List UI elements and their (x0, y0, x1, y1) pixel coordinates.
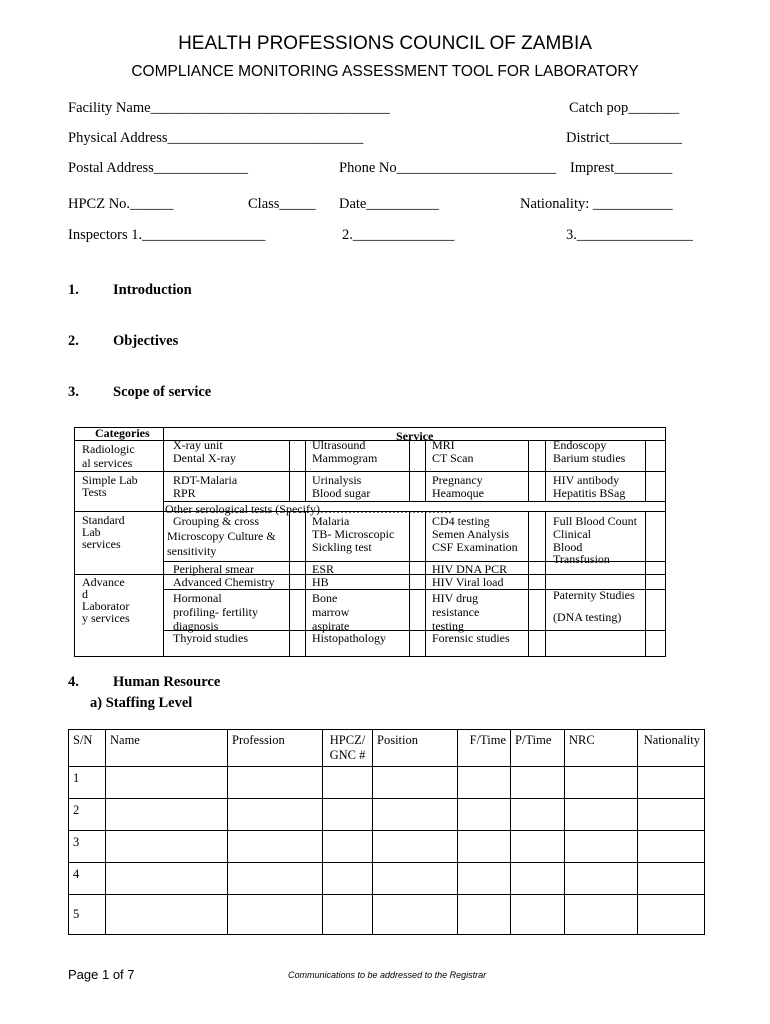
header-nrc: NRC (565, 730, 638, 767)
staffing-input-cell[interactable] (458, 799, 511, 831)
scope-cell: HIV Viral load (432, 575, 504, 589)
scope-cell: Lab (82, 525, 101, 539)
footer-note: Communications to be addressed to the Registrar (288, 970, 487, 980)
section-1-number: 1. (68, 282, 79, 298)
scope-cell: Tests (82, 485, 107, 499)
staffing-input-cell[interactable] (373, 863, 458, 895)
scope-cell: Simple Lab (82, 473, 138, 487)
scope-cell: marrow (312, 605, 350, 619)
scope-cell: Clinical (553, 527, 591, 541)
staffing-input-cell[interactable] (228, 863, 323, 895)
staffing-input-cell[interactable] (565, 767, 638, 799)
scope-cell: sensitivity (167, 544, 217, 558)
staffing-table (68, 729, 705, 935)
staffing-input-cell[interactable] (106, 831, 228, 863)
header-ftime: F/Time (458, 730, 511, 767)
staffing-input-cell[interactable] (458, 831, 511, 863)
page-number: Page 1 of 7 (68, 967, 135, 982)
scope-cell: RPR (173, 486, 196, 500)
scope-cell: HIV antibody (553, 473, 620, 487)
scope-cell: Blood (553, 540, 583, 554)
scope-cell: Hepatitis BSag (553, 486, 626, 500)
scope-cell: testing (432, 619, 464, 633)
row-sn: 5 (69, 895, 106, 935)
row-sn: 2 (69, 799, 106, 831)
physical-address-field[interactable]: Physical Address___________________________ (68, 130, 364, 146)
scope-cell: Other serological tests (Specify)…………………………… (165, 502, 452, 516)
nationality-field[interactable]: Nationality: ___________ (520, 196, 673, 212)
staffing-input-cell[interactable] (458, 895, 511, 935)
staffing-input-cell[interactable] (106, 767, 228, 799)
section-4-number: 4. (68, 674, 79, 690)
scope-cell: Forensic studies (432, 631, 510, 645)
scope-cell: Radiologic (82, 442, 135, 456)
scope-cell: Bone (312, 591, 338, 605)
scope-cell: CSF Examination (432, 540, 518, 554)
scope-cell: Histopathology (312, 631, 386, 645)
facility-name-field[interactable]: Facility Name_________________________________ (68, 100, 390, 116)
scope-cell: Malaria (312, 514, 350, 528)
scope-cell: CD4 testing (432, 514, 490, 528)
scope-cell: ESR (312, 562, 335, 576)
scope-header-service: Service (396, 429, 434, 443)
scope-cell: Ultrasound (312, 438, 366, 452)
table-row (69, 799, 705, 831)
staffing-input-cell[interactable] (458, 863, 511, 895)
scope-header-categories: Categories (95, 426, 150, 440)
row-sn: 4 (69, 863, 106, 895)
staffing-input-cell[interactable] (106, 799, 228, 831)
scope-cell: Laborator (82, 599, 130, 613)
staffing-input-cell[interactable] (565, 799, 638, 831)
scope-cell: aspirate (312, 619, 350, 633)
staffing-input-cell[interactable] (323, 895, 373, 935)
scope-cell: diagnosis (173, 619, 219, 633)
scope-cell: HIV drug (432, 591, 479, 605)
scope-cell: y services (82, 611, 130, 625)
staffing-input-cell[interactable] (228, 799, 323, 831)
scope-cell: Semen Analysis (432, 527, 509, 541)
inspector-3-field[interactable]: 3.________________ (566, 227, 693, 243)
hpcz-no-field[interactable]: HPCZ No.______ (68, 196, 174, 212)
section-2-number: 2. (68, 333, 79, 349)
header-hpcz-gnc: HPCZ/ GNC # (323, 730, 373, 767)
header-ptime: P/Time (511, 730, 565, 767)
row-sn: 1 (69, 767, 106, 799)
staffing-input-cell[interactable] (565, 863, 638, 895)
staffing-input-cell[interactable] (373, 799, 458, 831)
scope-cell: Endoscopy (553, 438, 607, 452)
staffing-input-cell[interactable] (638, 831, 705, 863)
scope-cell: Hormonal (173, 591, 222, 605)
header-sn: S/N (69, 730, 106, 767)
staffing-input-cell[interactable] (228, 895, 323, 935)
scope-cell: resistance (432, 605, 480, 619)
catch-pop-field[interactable]: Catch pop_______ (569, 100, 679, 116)
staffing-input-cell[interactable] (511, 831, 565, 863)
date-field[interactable]: Date__________ (339, 196, 439, 212)
scope-cell: (DNA testing) (553, 610, 622, 624)
scope-cell: Transfusion (553, 552, 610, 566)
staffing-input-cell[interactable] (106, 863, 228, 895)
inspector-2-field[interactable]: 2.______________ (342, 227, 455, 243)
scope-cell: Paternity Studies (553, 588, 635, 602)
scope-cell: TB- Microscopic (312, 527, 395, 541)
section-4a-title: a) Staffing Level (90, 695, 193, 711)
scope-cell: Blood sugar (312, 486, 371, 500)
staffing-input-cell[interactable] (373, 831, 458, 863)
header-profession: Profession (228, 730, 323, 767)
staffing-input-cell[interactable] (458, 767, 511, 799)
staffing-input-cell[interactable] (638, 799, 705, 831)
staffing-input-cell[interactable] (323, 863, 373, 895)
scope-cell: Microscopy Culture & (167, 529, 276, 543)
district-field[interactable]: District__________ (566, 130, 682, 146)
scope-cell: services (82, 537, 121, 551)
staffing-header-row (69, 730, 705, 767)
scope-cell: Pregnancy (432, 473, 483, 487)
scope-cell: RDT-Malaria (173, 473, 238, 487)
section-3-number: 3. (68, 384, 79, 400)
staffing-input-cell[interactable] (638, 863, 705, 895)
scope-cell: Mammogram (312, 451, 378, 465)
scope-cell: Thyroid studies (173, 631, 248, 645)
table-row (69, 863, 705, 895)
scope-cell: Dental X-ray (173, 451, 236, 465)
staffing-input-cell[interactable] (565, 831, 638, 863)
staffing-input-cell[interactable] (228, 831, 323, 863)
scope-cell: Grouping & cross (173, 514, 259, 528)
staffing-input-cell[interactable] (106, 895, 228, 935)
table-row (69, 895, 705, 935)
scope-cell: al services (82, 456, 133, 470)
scope-cell: X-ray unit (173, 438, 223, 452)
scope-cell: Advanced Chemistry (173, 575, 275, 589)
staffing-input-cell[interactable] (373, 767, 458, 799)
scope-cell: Barium studies (553, 451, 626, 465)
staffing-input-cell[interactable] (511, 895, 565, 935)
scope-cell: MRI (432, 438, 455, 452)
scope-cell: Urinalysis (312, 473, 362, 487)
imprest-field[interactable]: Imprest________ (570, 160, 673, 176)
scope-cell: CT Scan (432, 451, 474, 465)
row-sn: 3 (69, 831, 106, 863)
postal-address-field[interactable]: Postal Address_____________ (68, 160, 249, 176)
scope-cell: Sickling test (312, 540, 372, 554)
staffing-input-cell[interactable] (638, 895, 705, 935)
staffing-input-cell[interactable] (323, 799, 373, 831)
header-name: Name (106, 730, 228, 767)
table-row (69, 831, 705, 863)
section-3-title: Scope of service (113, 384, 212, 400)
phone-no-field[interactable]: Phone No______________________ (339, 160, 557, 176)
staffing-input-cell[interactable] (511, 767, 565, 799)
inspector-1-field[interactable]: Inspectors 1._________________ (68, 227, 266, 243)
staffing-input-cell[interactable] (565, 895, 638, 935)
scope-cell: Heamoque (432, 486, 484, 500)
section-4-title: Human Resource (113, 674, 221, 690)
scope-cell: Advance (82, 575, 125, 589)
staffing-input-cell[interactable] (323, 831, 373, 863)
scope-cell: HIV DNA PCR (432, 562, 508, 576)
header-position: Position (373, 730, 458, 767)
scope-cell: Standard (82, 513, 125, 527)
scope-cell: Full Blood Count (553, 514, 638, 528)
class-field[interactable]: Class_____ (248, 196, 316, 212)
section-2-title: Objectives (113, 333, 179, 349)
staffing-input-cell[interactable] (638, 767, 705, 799)
section-1-title: Introduction (113, 282, 192, 298)
staffing-input-cell[interactable] (373, 895, 458, 935)
staffing-input-cell[interactable] (511, 863, 565, 895)
document-subtitle: COMPLIANCE MONITORING ASSESSMENT TOOL FOR LABORATORY (131, 63, 639, 80)
document-title: HEALTH PROFESSIONS COUNCIL OF ZAMBIA (178, 33, 592, 54)
header-nationality: Nationality (638, 730, 705, 767)
scope-cell: d (82, 587, 88, 601)
staffing-input-cell[interactable] (511, 799, 565, 831)
scope-cell: HB (312, 575, 329, 589)
scope-cell: profiling- fertility (173, 605, 258, 619)
staffing-input-cell[interactable] (228, 767, 323, 799)
staffing-input-cell[interactable] (323, 767, 373, 799)
table-row (69, 767, 705, 799)
scope-cell: Peripheral smear (173, 562, 254, 576)
